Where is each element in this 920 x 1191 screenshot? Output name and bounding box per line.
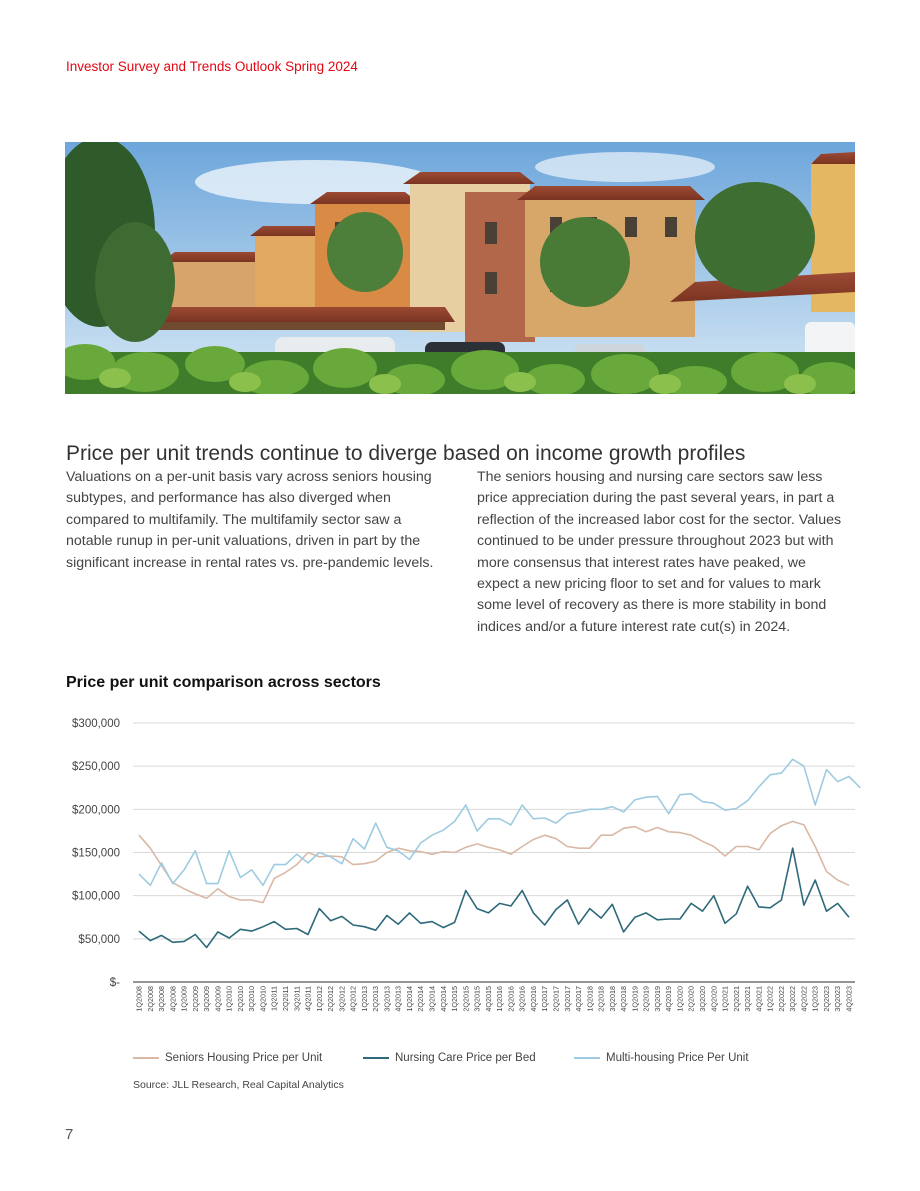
- x-tick-label: 3Q2022: [788, 986, 798, 1012]
- x-tick-label: 1Q2016: [495, 986, 505, 1012]
- x-tick-label: 4Q2020: [709, 986, 719, 1012]
- x-tick-label: 3Q2010: [247, 986, 257, 1012]
- x-tick-label: 1Q2021: [720, 986, 730, 1012]
- x-tick-label: 4Q2018: [619, 986, 629, 1012]
- legend-label-seniors-housing: Seniors Housing Price per Unit: [165, 1052, 323, 1064]
- x-tick-label: 3Q2018: [607, 986, 617, 1012]
- legend-swatch-seniors-housing: [133, 1057, 159, 1059]
- body-paragraph-left: Valuations on a per-unit basis vary across seniors housing subtypes, and performance has also diverged when compared to multifamily. The multifamily sector saw a notable runup in per-unit valuations, driven in part by the significant increase in rental rates vs. pre-pandemic levels.: [66, 469, 434, 571]
- legend-item-nursing-care: [363, 1052, 536, 1064]
- x-tick-label: 4Q2021: [754, 986, 764, 1012]
- y-tick-label: $150,000: [72, 847, 120, 860]
- x-tick-label: 3Q2021: [743, 986, 753, 1012]
- y-tick-label: $-: [109, 977, 120, 989]
- x-tick-label: 2Q2010: [235, 986, 245, 1012]
- y-tick-label: $100,000: [72, 890, 120, 903]
- x-tick-label: 2Q2011: [281, 986, 291, 1012]
- x-tick-label: 1Q2022: [765, 986, 775, 1012]
- x-tick-label: 1Q2009: [179, 986, 189, 1012]
- page-number: 7: [65, 1126, 74, 1143]
- x-tick-label: 1Q2023: [810, 986, 820, 1012]
- x-tick-label: 4Q2022: [799, 986, 809, 1012]
- hero-photo-apartment-complex: [65, 142, 855, 394]
- y-tick-label: $200,000: [72, 804, 120, 817]
- y-tick-label: $300,000: [72, 718, 120, 730]
- series-line-1: [139, 821, 849, 902]
- x-tick-label: 3Q2011: [292, 986, 302, 1012]
- x-tick-label: 2Q2014: [416, 986, 426, 1012]
- x-tick-label: 4Q2013: [393, 986, 403, 1012]
- x-tick-label: 4Q2009: [213, 986, 223, 1012]
- x-tick-label: 2Q2009: [190, 986, 200, 1012]
- y-tick-label: $50,000: [78, 933, 120, 946]
- x-tick-label: 4Q2011: [303, 986, 313, 1012]
- x-tick-label: 3Q2017: [562, 986, 572, 1012]
- x-tick-label: 1Q2013: [359, 986, 369, 1012]
- legend-item-multi-housing: [574, 1052, 749, 1064]
- x-tick-label: 1Q2008: [134, 986, 144, 1012]
- x-tick-label: 1Q2014: [404, 986, 414, 1012]
- x-tick-label: 1Q2010: [224, 986, 234, 1012]
- x-tick-label: 2Q2022: [776, 986, 786, 1012]
- series-line-2: [139, 848, 849, 947]
- y-tick-label: $250,000: [72, 761, 120, 774]
- chart-legend: [133, 1052, 833, 1068]
- x-tick-label: 3Q2013: [382, 986, 392, 1012]
- x-tick-label: 2Q2018: [596, 986, 606, 1012]
- x-tick-label: 3Q2008: [157, 986, 167, 1012]
- x-tick-label: 4Q2014: [438, 986, 448, 1012]
- x-tick-label: 4Q2010: [258, 986, 268, 1012]
- x-tick-label: 4Q2012: [348, 986, 358, 1012]
- x-tick-label: 2Q2008: [145, 986, 155, 1012]
- x-tick-label: 4Q2016: [528, 986, 538, 1012]
- x-tick-label: 1Q2011: [269, 986, 279, 1012]
- x-tick-label: 1Q2012: [314, 986, 324, 1012]
- line-chart-svg: [60, 710, 870, 1030]
- chart-source: Source: JLL Research, Real Capital Analytics: [133, 1079, 344, 1091]
- x-tick-label: 2Q2016: [506, 986, 516, 1012]
- x-tick-label: 4Q2015: [483, 986, 493, 1012]
- x-tick-label: 3Q2014: [427, 986, 437, 1012]
- legend-item-seniors-housing: [133, 1052, 322, 1064]
- x-tick-label: 2Q2013: [371, 986, 381, 1012]
- x-tick-label: 2Q2015: [461, 986, 471, 1012]
- x-tick-label: 2Q2017: [551, 986, 561, 1012]
- x-tick-label: 2Q2020: [686, 986, 696, 1012]
- x-tick-label: 4Q2023: [844, 986, 854, 1012]
- x-tick-label: 2Q2019: [641, 986, 651, 1012]
- report-title: Investor Survey and Trends Outlook Spring 2024: [66, 59, 358, 74]
- section-heading: Price per unit trends continue to diverge based on income growth profiles: [66, 442, 746, 466]
- chart-title: Price per unit comparison across sectors: [66, 674, 381, 691]
- x-tick-label: 1Q2019: [630, 986, 640, 1012]
- x-tick-label: 2Q2012: [326, 986, 336, 1012]
- x-tick-label: 2Q2023: [821, 986, 831, 1012]
- body-paragraph-right: The seniors housing and nursing care sectors saw less price appreciation during the past several years, in part a reflection of the increased labor cost for the sector. Values continued to be under pressure throughout 2023 but with more consensus that interest rates have peaked, we expect a new pricing floor to set and for values to mark some level of recovery as there is more stability in bond indices and/or a future interest rate cut(s) in 2024.: [477, 469, 842, 635]
- legend-label-nursing-care: Nursing Care Price per Bed: [395, 1052, 536, 1064]
- price-per-unit-chart: [60, 710, 870, 1030]
- x-tick-label: 4Q2019: [664, 986, 674, 1012]
- x-tick-label: 3Q2020: [697, 986, 707, 1012]
- x-tick-label: 3Q2023: [833, 986, 843, 1012]
- x-tick-label: 3Q2012: [337, 986, 347, 1012]
- x-tick-label: 1Q2020: [675, 986, 685, 1012]
- x-tick-label: 1Q2017: [540, 986, 550, 1012]
- legend-swatch-nursing-care: [363, 1057, 389, 1059]
- x-tick-label: 4Q2008: [168, 986, 178, 1012]
- x-tick-label: 1Q2015: [450, 986, 460, 1012]
- legend-swatch-multi-housing: [574, 1057, 600, 1059]
- x-tick-label: 3Q2016: [517, 986, 527, 1012]
- x-tick-label: 1Q2018: [585, 986, 595, 1012]
- x-tick-label: 3Q2009: [202, 986, 212, 1012]
- series-line-3: [139, 759, 860, 885]
- x-tick-label: 4Q2017: [574, 986, 584, 1012]
- legend-label-multi-housing: Multi-housing Price Per Unit: [606, 1052, 749, 1064]
- x-tick-label: 2Q2021: [731, 986, 741, 1012]
- x-tick-label: 3Q2019: [652, 986, 662, 1012]
- x-tick-label: 3Q2015: [472, 986, 482, 1012]
